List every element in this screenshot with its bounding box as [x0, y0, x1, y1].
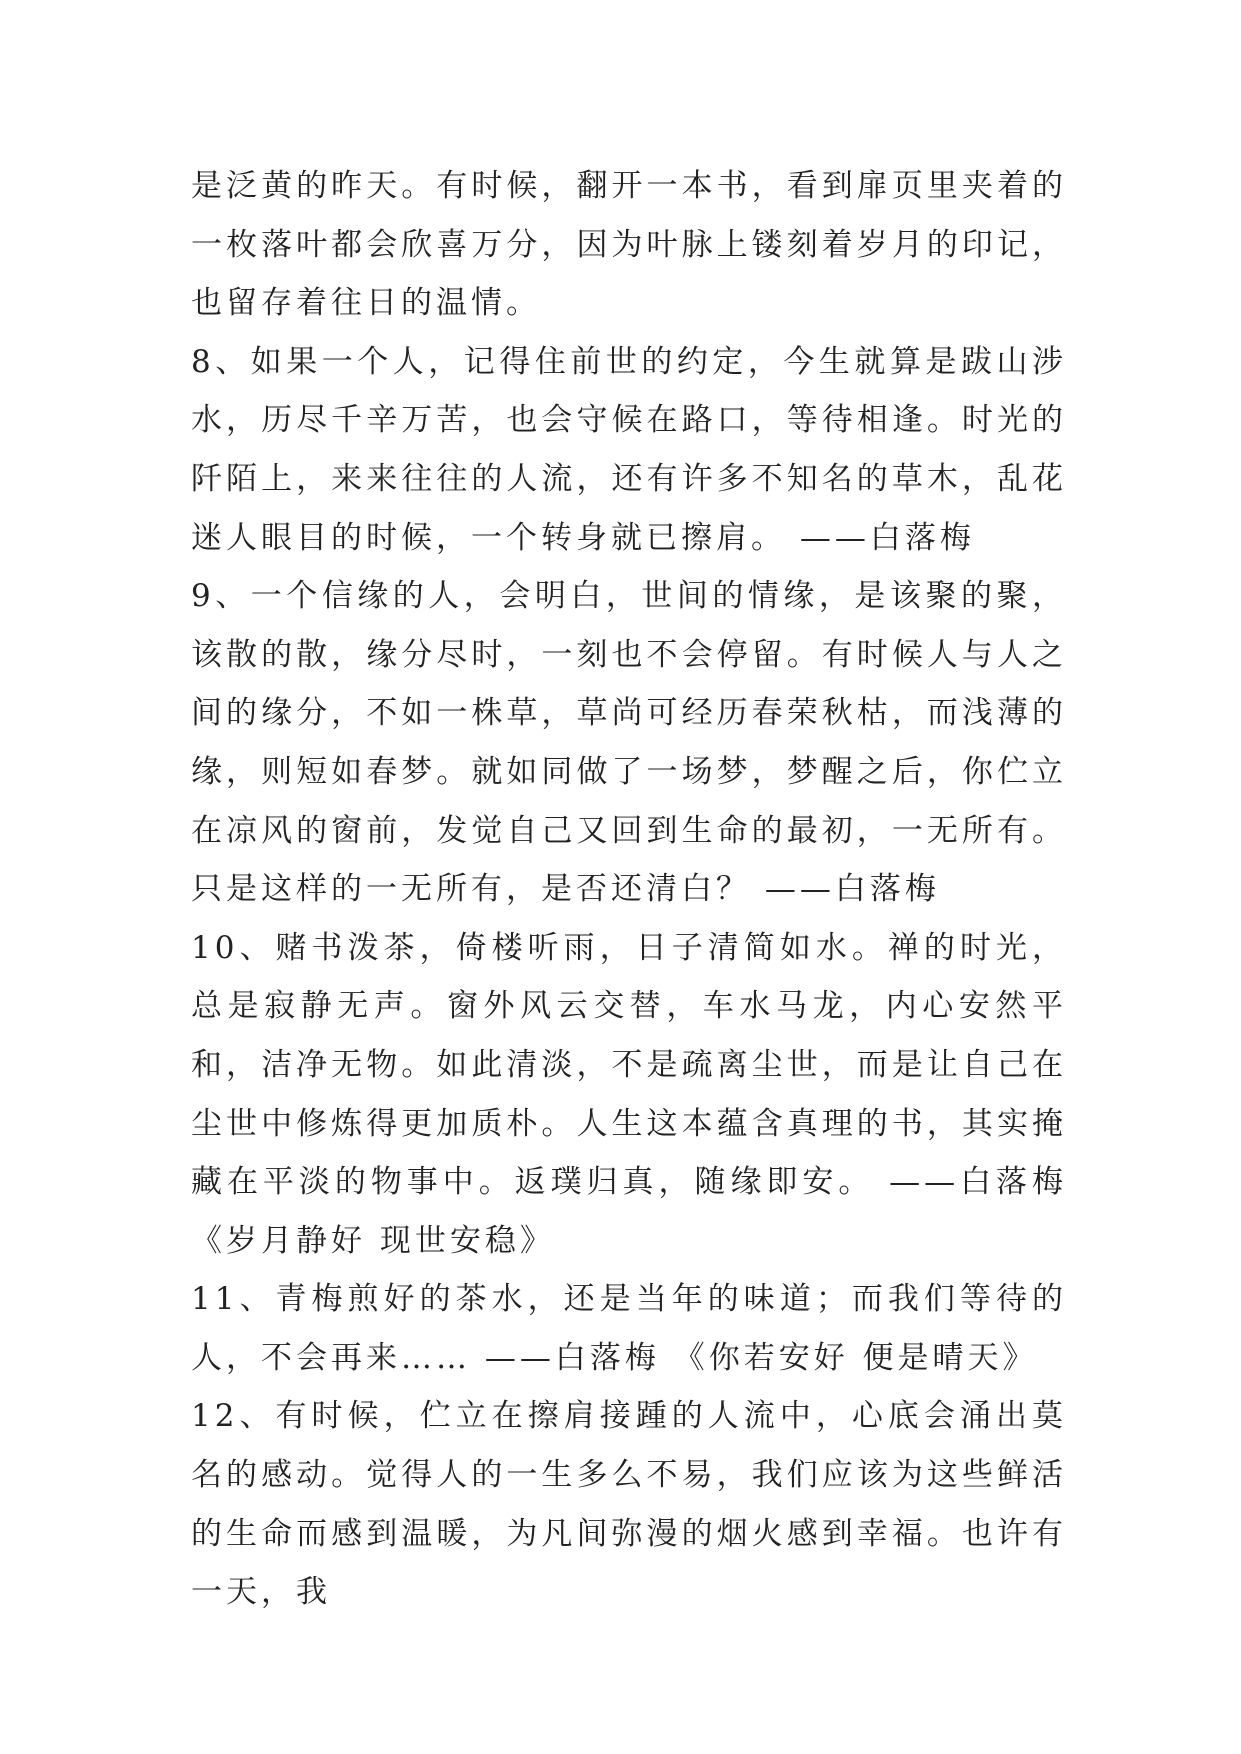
paragraph-item-12: 12、有时候，伫立在擦肩接踵的人流中，心底会涌出莫名的感动。觉得人的一生多么不易，我们应该为这些鲜活的生命而感到温暖，为凡间弥漫的烟火感到幸福。也许有一天，我 [191, 1398, 1067, 1611]
paragraph-item-10: 10、赌书泼茶，倚楼听雨，日子清简如水。禅的时光，总是寂静无声。窗外风云交替，车水马龙，内心安然平和，洁净无物。如此清淡，不是疏离尘世，而是让自己在尘世中修炼得更加质朴。人生这本蕴含真理的书，其实掩藏在平淡的物事中。返璞归真，随缘即安。 ——白落梅 《岁月静好 现世安稳》 [191, 929, 1067, 1259]
paragraph-item-8: 8、如果一个人，记得住前世的约定，今生就算是跋山涉水，历尽千辛万苦，也会守候在路口，等待相逢。时光的阡陌上，来来往往的人流，还有许多不知名的草木，乱花迷人眼目的时候，一个转身就已擦肩。 ——白落梅 [191, 343, 1067, 556]
paragraph-item-11: 11、青梅煎好的茶水，还是当年的味道；而我们等待的人，不会再来…… ——白落梅 《你若安好 便是晴天》 [191, 1281, 1067, 1376]
paragraph-item-9: 9、一个信缘的人，会明白，世间的情缘，是该聚的聚，该散的散，缘分尽时，一刻也不会停留。有时候人与人之间的缘分，不如一株草，草尚可经历春荣秋枯，而浅薄的缘，则短如春梦。就如同做了一场梦，梦醒之后，你伫立在凉风的窗前，发觉自己又回到生命的最初，一无所有。只是这样的一无所有，是否还清白？ ——白落梅 [191, 578, 1067, 908]
paragraph-continuation: 是泛黄的昨天。有时候，翻开一本书，看到扉页里夹着的一枚落叶都会欣喜万分，因为叶脉上镂刻着岁月的印记，也留存着往日的温情。 [191, 168, 1067, 322]
document-body [191, 157, 1067, 1622]
